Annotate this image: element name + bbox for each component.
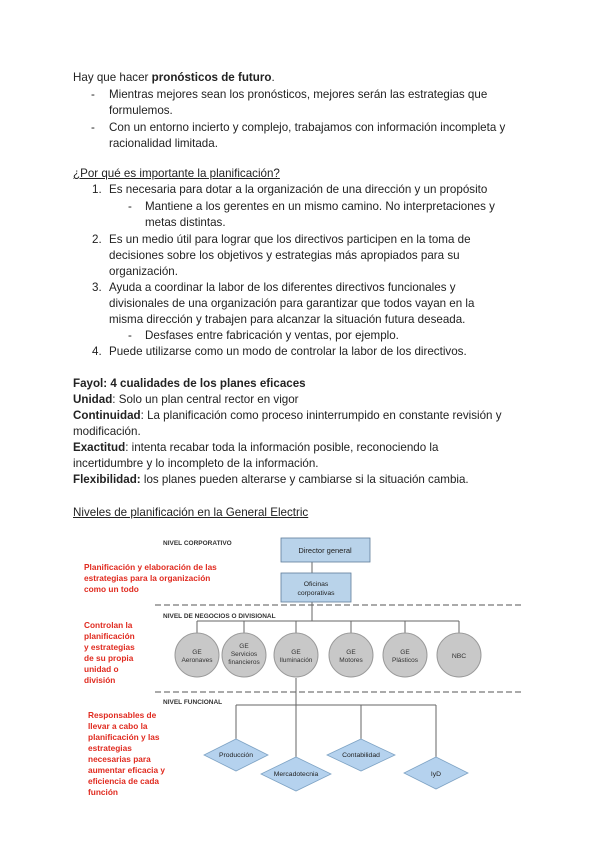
function-label: Contabilidad bbox=[342, 752, 380, 759]
quality-continuidad bbox=[73, 408, 502, 424]
item-3-sub-line1: Desfases entre fabricación y ventas, por ejemplo. bbox=[145, 329, 399, 342]
function-contabilidad bbox=[327, 739, 395, 771]
function-label: Mercadotecnia bbox=[273, 771, 319, 778]
function-mercadotecnia bbox=[261, 757, 331, 791]
annotation-line: necesarias para bbox=[88, 754, 151, 764]
quality-flexibilidad-term: Flexibilidad: bbox=[73, 473, 141, 486]
item-3-number: 3. bbox=[92, 281, 102, 294]
intro-bullet-2-dash: - bbox=[91, 121, 95, 134]
annotation-line: planificación bbox=[84, 631, 135, 641]
annotation-line: Controlan la bbox=[84, 620, 133, 630]
division-line2: Motores bbox=[339, 657, 363, 664]
intro-bullet-1-line2: formulemos. bbox=[109, 104, 173, 117]
ge-planning-diagram bbox=[75, 527, 525, 822]
quality-unidad-text: : Solo un plan central rector en vigor bbox=[112, 393, 299, 406]
annotation-business bbox=[84, 620, 135, 685]
fayol-heading bbox=[73, 376, 306, 392]
level-functional-label: NIVEL FUNCIONAL bbox=[163, 699, 223, 706]
item-3-line2: divisionales de una organización para garantizar que todos vayan en la bbox=[109, 297, 475, 310]
division-motores bbox=[329, 633, 373, 677]
intro-bullet-1-dash: - bbox=[91, 88, 95, 101]
quality-exactitud bbox=[73, 440, 438, 456]
annotation-line: llevar a cabo la bbox=[88, 721, 148, 731]
division-line1: NBC bbox=[451, 653, 467, 660]
annotation-line: como un todo bbox=[84, 584, 139, 594]
division-iluminacion bbox=[274, 633, 318, 677]
item-1-sub-line2: metas distintas. bbox=[145, 216, 226, 229]
intro-bullet-2-line2: racionalidad limitada. bbox=[109, 137, 218, 150]
item-3-line1: Ayuda a coordinar la labor de los diferentes directivos funcionales y bbox=[109, 281, 456, 294]
item-4-line1: Puede utilizarse como un modo de controlar la labor de los directivos. bbox=[109, 345, 467, 358]
annotation-line: aumentar eficacia y bbox=[88, 765, 166, 775]
quality-continuidad-line2: modificación. bbox=[73, 425, 141, 438]
item-3-sub-dash: - bbox=[128, 329, 132, 342]
annotation-line: función bbox=[88, 787, 118, 797]
intro-bullet-1-line1: Mientras mejores sean los pronósticos, mejores serán las estrategias que bbox=[109, 88, 488, 101]
oficinas-box-line2: corporativas bbox=[297, 590, 335, 597]
annotation-line: eficiencia de cada bbox=[88, 776, 160, 786]
annotation-line: estrategias para la organización bbox=[84, 573, 211, 583]
intro-line bbox=[73, 70, 275, 86]
item-4-number: 4. bbox=[92, 345, 102, 358]
division-servicios-financieros bbox=[222, 633, 266, 677]
division-line2: Servicios bbox=[230, 651, 258, 658]
item-2-line3: organización. bbox=[109, 265, 178, 278]
importance-heading: ¿Por qué es importante la planificación? bbox=[73, 167, 280, 180]
quality-exactitud-text: : intenta recabar toda la información posible, reconociendo la bbox=[125, 441, 439, 454]
function-produccion bbox=[204, 739, 268, 771]
division-plasticos bbox=[383, 633, 427, 677]
intro-bullet-2-line1: Con un entorno incierto y complejo, trabajamos con información incompleta y bbox=[109, 121, 506, 134]
annotation-line: unidad o bbox=[84, 664, 119, 674]
division-line3: financieros bbox=[228, 659, 260, 666]
division-line1: GE bbox=[400, 649, 410, 656]
intro-period: . bbox=[271, 71, 275, 84]
annotation-line: de su propia bbox=[84, 653, 134, 663]
director-box-label: Director general bbox=[298, 546, 352, 555]
item-3-line3: misma dirección y trabajen para alcanzar la situación futura deseada. bbox=[109, 313, 466, 326]
item-1-sub-line1: Mantiene a los gerentes en un mismo camino. No interpretaciones y bbox=[145, 200, 495, 213]
division-line1: GE bbox=[346, 649, 356, 656]
intro-text: Hay que hacer bbox=[73, 71, 152, 84]
level-business-label: NIVEL DE NEGOCIOS O DIVISIONAL bbox=[163, 613, 276, 620]
item-2-number: 2. bbox=[92, 233, 102, 246]
level-corporate-label: NIVEL CORPORATIVO bbox=[163, 540, 232, 547]
quality-continuidad-term: Continuidad bbox=[73, 409, 141, 422]
intro-bold: pronósticos de futuro bbox=[151, 71, 272, 84]
diagram-heading: Niveles de planificación en la General Electric bbox=[73, 506, 309, 519]
annotation-line: y estrategias bbox=[84, 642, 135, 652]
division-line2: Aeronaves bbox=[181, 657, 213, 664]
division-line1: GE bbox=[291, 649, 301, 656]
item-2-line2: decisiones sobre los objetivos y estrategias más apropiados para su bbox=[109, 249, 460, 262]
item-1-line1: Es necesaria para dotar a la organización de una dirección y un propósito bbox=[109, 183, 488, 196]
quality-flexibilidad bbox=[73, 472, 469, 488]
item-2-line1: Es un medio útil para lograr que los directivos participen en la toma de bbox=[109, 233, 471, 246]
quality-exactitud-line2: incertidumbre y lo incompleto de la información. bbox=[73, 457, 319, 470]
annotation-line: Responsables de bbox=[88, 710, 157, 720]
division-line1: GE bbox=[239, 643, 249, 650]
fayol-heading-text: Fayol: 4 cualidades de los planes eficaces bbox=[73, 377, 306, 390]
quality-unidad bbox=[73, 392, 299, 408]
division-aeronaves bbox=[175, 633, 219, 677]
quality-unidad-term: Unidad bbox=[73, 393, 113, 406]
quality-exactitud-term: Exactitud bbox=[73, 441, 126, 454]
division-line1: GE bbox=[192, 649, 202, 656]
function-iyd bbox=[404, 757, 468, 789]
annotation-line: planificación y las bbox=[88, 732, 160, 742]
annotation-functional bbox=[88, 710, 165, 797]
division-line2: Plásticos bbox=[391, 657, 419, 664]
division-line2: Iluminación bbox=[279, 657, 313, 664]
annotation-line: Planificación y elaboración de las bbox=[84, 562, 217, 572]
function-label: IyD bbox=[430, 771, 442, 778]
function-label: Producción bbox=[218, 752, 254, 759]
item-1-sub-dash: - bbox=[128, 200, 132, 213]
oficinas-box-line1: Oficinas bbox=[303, 581, 329, 588]
item-1-number: 1. bbox=[92, 183, 102, 196]
division-nbc bbox=[437, 633, 481, 677]
quality-flexibilidad-text: los planes pueden alterarse y cambiarse si la situación cambia. bbox=[140, 473, 469, 486]
annotation-corporate bbox=[84, 562, 217, 594]
annotation-line: división bbox=[84, 675, 116, 685]
annotation-line: estrategias bbox=[88, 743, 132, 753]
quality-continuidad-text: : La planificación como proceso ininterrumpido en constante revisión y bbox=[140, 409, 502, 422]
